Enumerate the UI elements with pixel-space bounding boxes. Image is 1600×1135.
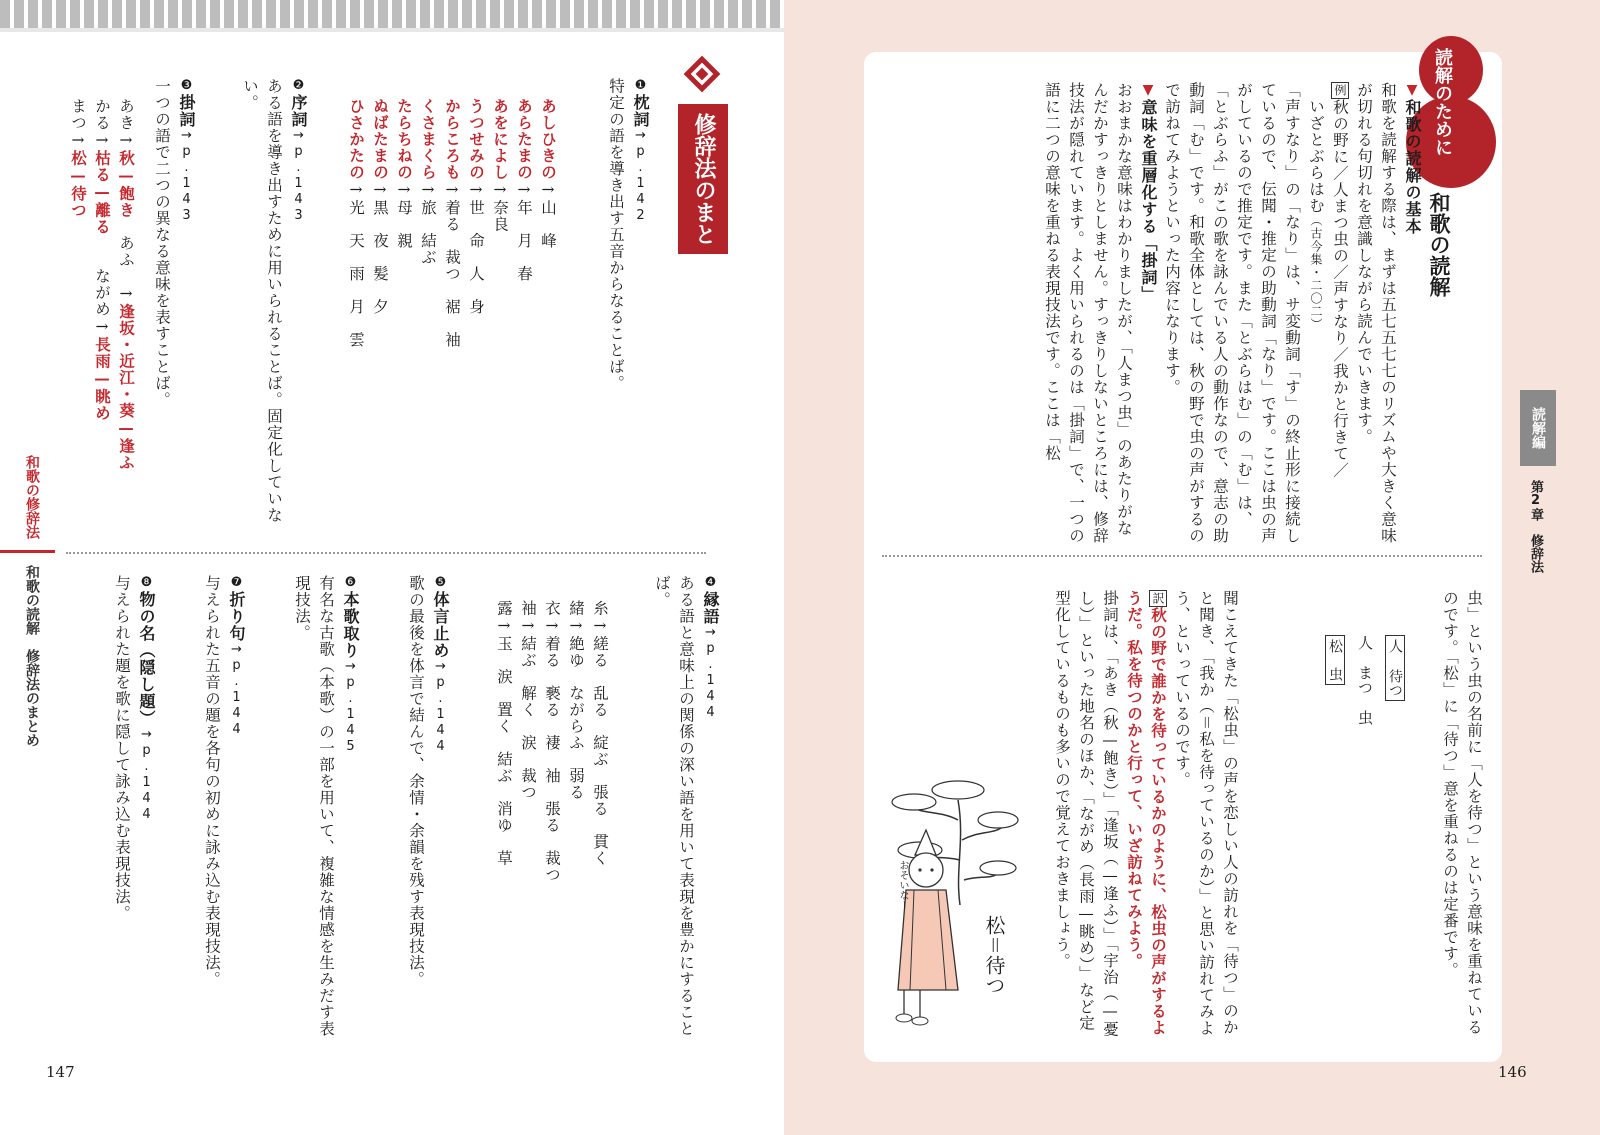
section-heading: 縁語 <box>701 591 720 625</box>
summary-badge <box>641 54 730 250</box>
paragraph: 和歌を読解する際は、まずは五七五七七のリズムや大きく意味が切れる句切れを意識しながら読んでいきます。 <box>1355 82 1397 544</box>
upper-body <box>1040 82 1424 552</box>
section-number: ❷ <box>291 78 306 94</box>
side-label-section: 和歌の読解 修辞法のまとめ <box>24 565 40 747</box>
section-number: ❶ <box>633 78 648 94</box>
section-heading: 枕詞 <box>631 94 650 128</box>
list-item: ひさかたの→光 天 雨 月 雲 <box>347 98 365 348</box>
page-ref: →p.142 <box>633 128 648 224</box>
section-heading: 掛詞 <box>177 94 196 128</box>
dotted-divider <box>882 555 1482 557</box>
badge-label: 読解のために <box>1432 48 1453 156</box>
translation-line <box>1122 590 1170 1040</box>
section-heading: 折り句 <box>227 591 246 642</box>
section-heading: 意味を重層化する「掛詞」 <box>1139 99 1158 303</box>
speech-text: おそいなー <box>897 860 908 910</box>
section-description: ある語と意味上の関係の深い語を用いて表現を豊かにすることば。 <box>653 575 695 1037</box>
section-honkadori <box>290 575 362 1045</box>
page-ref: →p.144 <box>703 625 718 721</box>
list-item: 糸→縒る 乱る 綻ぶ 張る 貫く <box>591 600 609 867</box>
list-item: 衣→着る 褻る 褄 袖 張る 裁つ <box>543 600 561 883</box>
triangle-icon: ▼ <box>1140 82 1156 99</box>
translation-tag: 訳 <box>1151 592 1165 605</box>
side-label-current: 和歌の修辞法 <box>24 455 40 539</box>
list-item: 露→玉 涙 置く 結ぶ 消ゆ 草 <box>495 600 513 867</box>
page-number: 146 <box>1498 1063 1527 1081</box>
paragraph: おおまかな意味はわかりましたが、「人まつ虫」のあたりがなんだかすっきりとしません。すっきりしないところには、修辞技法が隠れています。よく用いられるのは「掛詞」で、一つの語に二つの意味を重ねる表現技法です。ここは「松 <box>1043 82 1133 544</box>
chapter-label: 第2章 修辞法 <box>1528 480 1543 573</box>
diagram-box-bottom: 松 虫 <box>1325 635 1345 685</box>
list-item: まつ→松—待つ <box>69 98 87 219</box>
paragraph: 掛詞は、「あき（秋—飽き）」「逢坂（—逢ふ）」「宇治（—憂し）」といった地名のほか、「ながめ（長雨—眺め）」など定型化しているものも多いので覚えておきましょう。 <box>1053 590 1119 1038</box>
lower-body-1 <box>1438 590 1486 1040</box>
list-item: あらたまの→年 月 春 <box>515 98 533 282</box>
section-heading: 本歌取り <box>341 591 360 659</box>
diamond-icon <box>682 54 722 94</box>
section-number: ❺ <box>433 575 448 591</box>
page-title: 和歌の読解 <box>1427 192 1451 297</box>
list-item: 緒→絶ゆ ながらふ 弱る <box>567 600 585 801</box>
section-heading: 序詞 <box>289 94 308 128</box>
heading-wrap <box>1136 82 1160 552</box>
list-item: あをによし→奈良 <box>491 98 509 233</box>
example-line: いざとぶらはむ（古今集・二〇二） <box>1307 98 1325 331</box>
section-number: ❼ <box>229 575 244 591</box>
page-ref: →p.143 <box>179 128 194 224</box>
makura-list <box>344 98 560 498</box>
list-item: たらちねの→母 親 <box>395 98 413 249</box>
diagram-middle: 人 まつ 虫 <box>1356 635 1374 725</box>
section-description: 特定の語を導き出す五音からなることば。 <box>607 78 625 392</box>
example-line: 例秋の野に／人まつ虫の／声すなり／我かと行きて／ <box>1331 84 1349 479</box>
diagram-box-top: 人 待つ <box>1385 635 1405 701</box>
summary-title: 修辞法のまとめ <box>678 104 728 254</box>
translation: 秋の野で誰かを待っているかのように、松虫の声がするようだ。私を待つのかと行って、いざ訪ねてみよう。 <box>1125 590 1167 1036</box>
list-item: うつせみの→世 命 人 身 <box>467 98 485 315</box>
side-marker-bar <box>0 550 55 553</box>
list-item: くさまくら→旅 結ぶ <box>419 98 437 266</box>
kakekotoba-diagram <box>1320 635 1410 775</box>
section-orikku <box>200 575 248 1045</box>
section-description: 有名な古歌（本歌）の一部を用いて、複雑な情感を生みだす表現技法。 <box>293 575 335 1037</box>
paragraph: 聞こえてきた「松虫」の声を恋しい人の訪れを「待つ」のかと聞き、「我か（＝私を待っているのか）」と思い訪れてみよう、といっているのです。 <box>1173 590 1239 1037</box>
page-ref: →p.144 <box>139 727 154 823</box>
section-description: 一つの語で二つの異なる意味を表すことば。 <box>153 78 171 408</box>
page-number: 147 <box>46 1063 75 1081</box>
illustration-caption: 松＝待つ <box>982 915 1006 995</box>
list-item: あしひきの→山 峰 <box>539 98 557 249</box>
list-item: あき→秋—飽き あふ →逢坂・近江・葵—逢ふ <box>117 98 135 471</box>
section-taigendome <box>404 575 452 1045</box>
paragraph: 虫」という虫の名前に「人を待つ」という意味を重ねているのです。「松」に「待つ」意を重ねるのは定番です。 <box>1441 590 1483 1036</box>
chapter-tab: 読解編 <box>1520 390 1556 466</box>
list-item: 袖→結ぶ 解く 涙 裁つ <box>519 600 537 801</box>
section-number: ❻ <box>343 575 358 591</box>
list-item: からころも→着る 裁つ 裾 袖 <box>443 98 461 348</box>
top-decorative-strip <box>0 0 800 32</box>
page-ref: →p.144 <box>229 642 244 738</box>
section-description: 与えられた題を歌に隠して詠み込む表現技法。 <box>113 575 131 922</box>
page-ref: →p.144 <box>433 659 448 755</box>
page-ref: →p.143 <box>291 128 306 224</box>
section-number: ❽ <box>139 575 154 591</box>
engo-list <box>492 600 612 900</box>
section-kakekotoba <box>150 78 198 518</box>
example-tag: 例 <box>1333 84 1347 97</box>
heading-wrap <box>1400 82 1424 552</box>
section-number: ❸ <box>179 78 194 94</box>
section-description: ある語を導き出すために用いられることば。固定化していない。 <box>241 78 283 524</box>
triangle-icon: ▼ <box>1404 82 1420 99</box>
section-description: 与えられた五音の題を各句の初めに詠み込む表現技法。 <box>203 575 221 988</box>
section-heading: 和歌の読解の基本 <box>1403 99 1422 235</box>
paragraph: 「声すなり」の「なり」は、サ変動詞「す」の終止形に接続しているので、伝聞・推定の助動詞「なり」です。ここは虫の声がしているので推定です。また「とぶらはむ」の「む」は、「とぶらふ」がこの歌を詠んでいる人の動作なので、意志の助動詞「む」です。和歌全体としては、秋の野で虫の声がするので訪ねてみようといった内容になります。 <box>1163 82 1301 544</box>
section-mononona <box>110 575 158 1045</box>
section-heading: 物の名（隠し題） <box>137 591 156 727</box>
page-ref: →p.145 <box>343 659 358 755</box>
section-jokotoba <box>238 78 310 538</box>
section-description: 歌の最後を体言で結んで、余情・余韻を残す表現技法。 <box>407 575 425 988</box>
section-heading: 体言止め <box>431 591 450 659</box>
section-makurakotoba <box>604 78 652 498</box>
section-engo <box>650 575 722 1045</box>
list-item: ぬばたまの→黒 夜 髪 夕 <box>371 98 389 315</box>
lower-body-2 <box>1050 590 1242 1040</box>
list-item: かる→枯る—離る ながめ→長雨—眺め <box>93 98 111 422</box>
dotted-divider <box>66 552 706 554</box>
section-number: ❹ <box>703 575 718 591</box>
kake-list <box>66 98 138 518</box>
